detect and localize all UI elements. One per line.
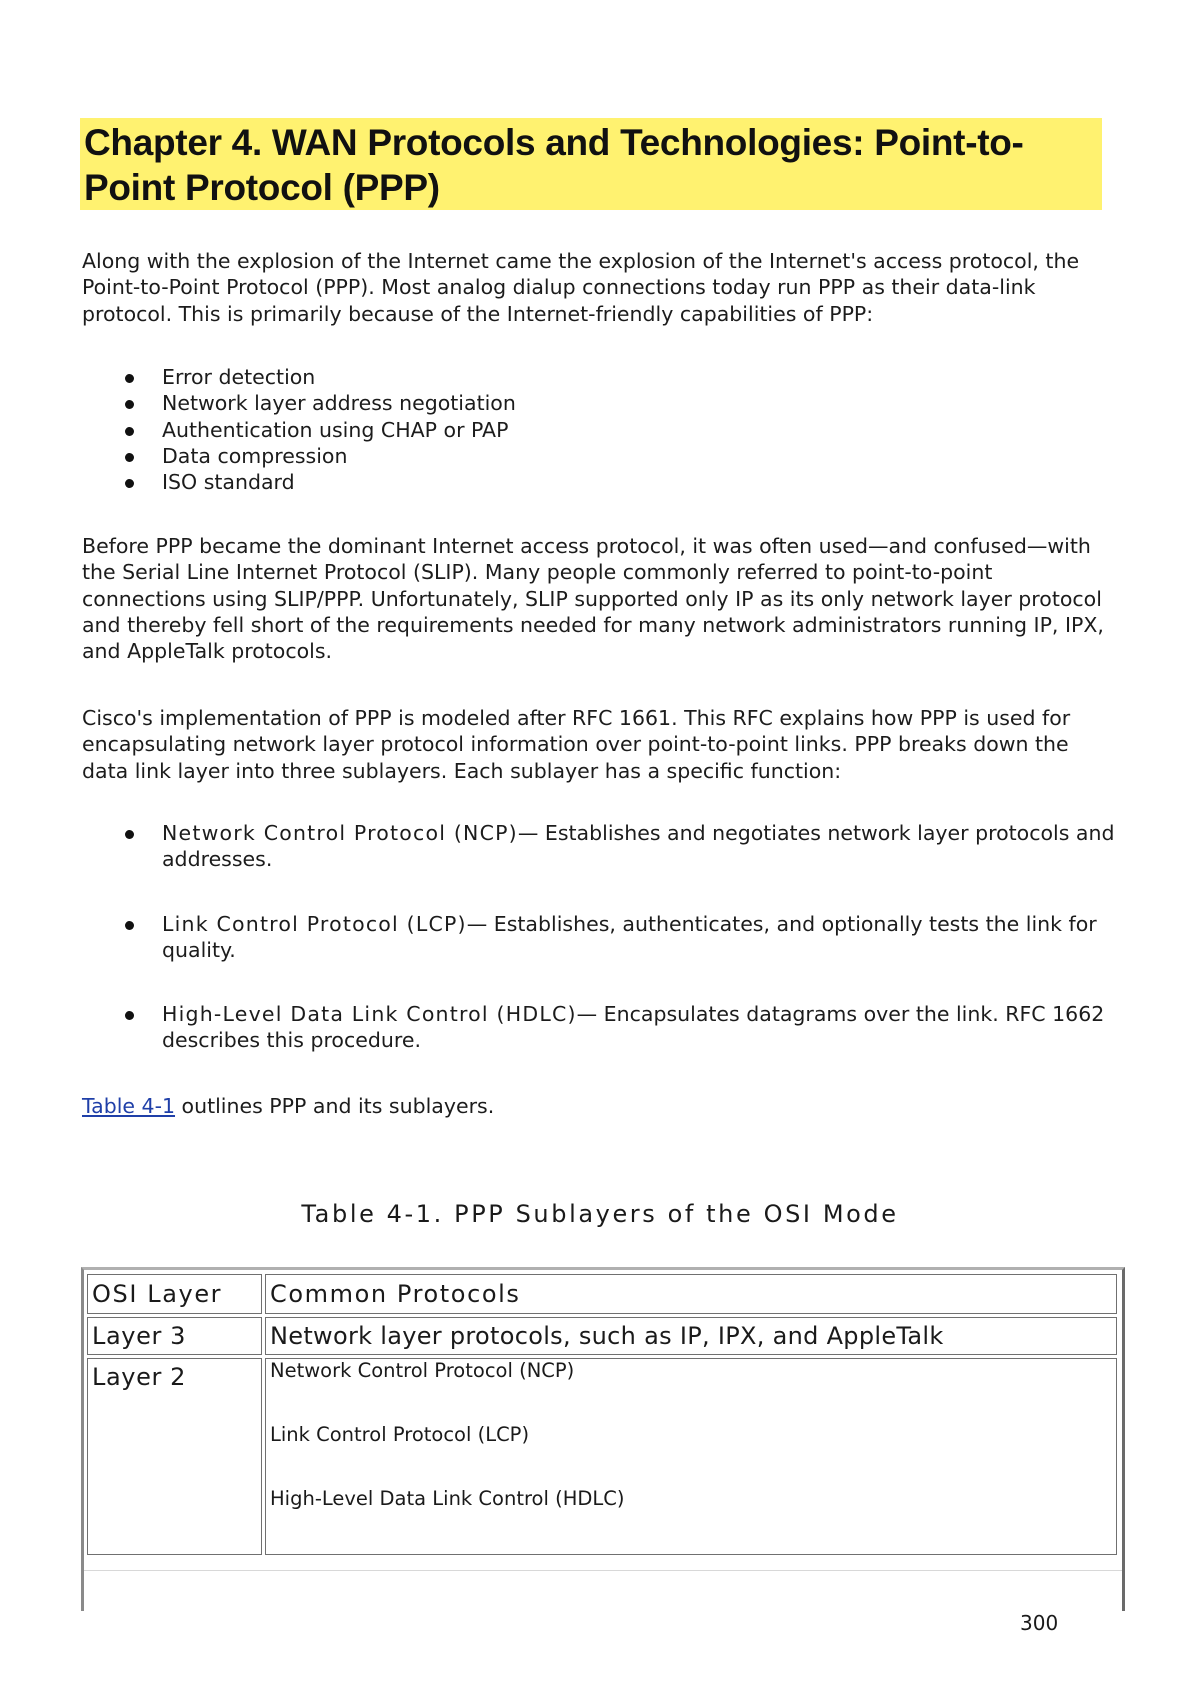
layer-cell: Layer 3 xyxy=(87,1317,262,1355)
table-row xyxy=(87,1358,1117,1555)
list-item xyxy=(82,911,1117,964)
list-item: Data compression xyxy=(82,443,1117,469)
list-item: Network layer address negotiation xyxy=(82,390,1117,416)
protocol-item: Link Control Protocol (LCP) xyxy=(270,1423,530,1446)
chapter-title: Chapter 4. WAN Protocols and Technologies: Point-to-Point Protocol (PPP) xyxy=(80,118,1102,210)
divider xyxy=(84,1570,1122,1571)
sublayer-description: — Establishes, authenticates, and optionally tests the link for quality. xyxy=(162,911,1097,962)
list-item: Authentication using CHAP or PAP xyxy=(82,417,1117,443)
protocols-cell xyxy=(265,1358,1117,1555)
list-item: ISO standard xyxy=(82,469,1117,495)
bullet-icon xyxy=(125,479,134,488)
intro-paragraph: Along with the explosion of the Internet came the explosion of the Internet's access protocol, the Point-to-Point Protocol (PPP). Most analog dialup connections today run PPP as their data-link protocol. This is primarily because of the Internet-friendly capabilities of PPP: xyxy=(82,249,1080,326)
list-item xyxy=(82,820,1117,873)
table-reference-paragraph: Table 4-1 outlines PPP and its sublayers. xyxy=(82,1094,495,1118)
list-item: Error detection xyxy=(82,364,1117,390)
sublayer-term: Link Control Protocol (LCP) xyxy=(162,911,467,936)
table-4-1-link[interactable]: Table 4-1 xyxy=(82,1094,176,1118)
page-number: 300 xyxy=(1020,1611,1059,1635)
sublayer-table xyxy=(84,1271,1120,1558)
table-row xyxy=(87,1317,1117,1355)
bullet-icon xyxy=(125,374,134,383)
sublayer-term: Network Control Protocol (NCP) xyxy=(162,821,518,845)
layer-cell: Layer 2 xyxy=(87,1358,262,1555)
sublayer-term: High-Level Data Link Control (HDLC) xyxy=(162,1002,577,1027)
protocols-cell: Network layer protocols, such as IP, IPX, and AppleTalk xyxy=(265,1317,1117,1355)
sublayer-list xyxy=(82,820,1117,1092)
slip-paragraph: Before PPP became the dominant Internet access protocol, it was often used—and confused—with the Serial Line Internet Protocol (SLIP). Many people commonly referred to point-to-point connections using SLIP/PPP. Unfortunately, SLIP supported only IP as its only network layer protocol and thereby fell short of the requirements needed for many network administrators running IP, IPX, and AppleTalk protocols. xyxy=(82,534,1104,664)
list-item xyxy=(82,1001,1117,1054)
bullet-icon xyxy=(125,1011,134,1020)
bullet-icon xyxy=(125,921,134,930)
bullet-icon xyxy=(125,400,134,409)
column-header-osi-layer: OSI Layer xyxy=(87,1274,262,1314)
bullet-icon xyxy=(125,427,134,436)
protocol-item: High-Level Data Link Control (HDLC) xyxy=(270,1487,625,1510)
bullet-icon xyxy=(125,453,134,462)
table-header-row xyxy=(87,1274,1117,1314)
feature-list xyxy=(82,364,1117,495)
column-header-common-protocols: Common Protocols xyxy=(265,1274,1117,1314)
table-caption: Table 4-1. PPP Sublayers of the OSI Mode xyxy=(301,1200,899,1228)
sublayer-description: — Establishes and negotiates network layer protocols and addresses. xyxy=(162,821,1115,872)
protocol-item: Network Control Protocol (NCP) xyxy=(270,1359,575,1382)
cisco-paragraph: Cisco's implementation of PPP is modeled after RFC 1661. This RFC explains how PPP is used for encapsulating network layer protocol information over point-to-point links. PPP breaks down the data link layer into three sublayers. Each sublayer has a specific function: xyxy=(82,706,1071,783)
sublayer-description: — Encapsulates datagrams over the link. RFC 1662 describes this procedure. xyxy=(162,1002,1105,1053)
bullet-icon xyxy=(125,830,134,839)
